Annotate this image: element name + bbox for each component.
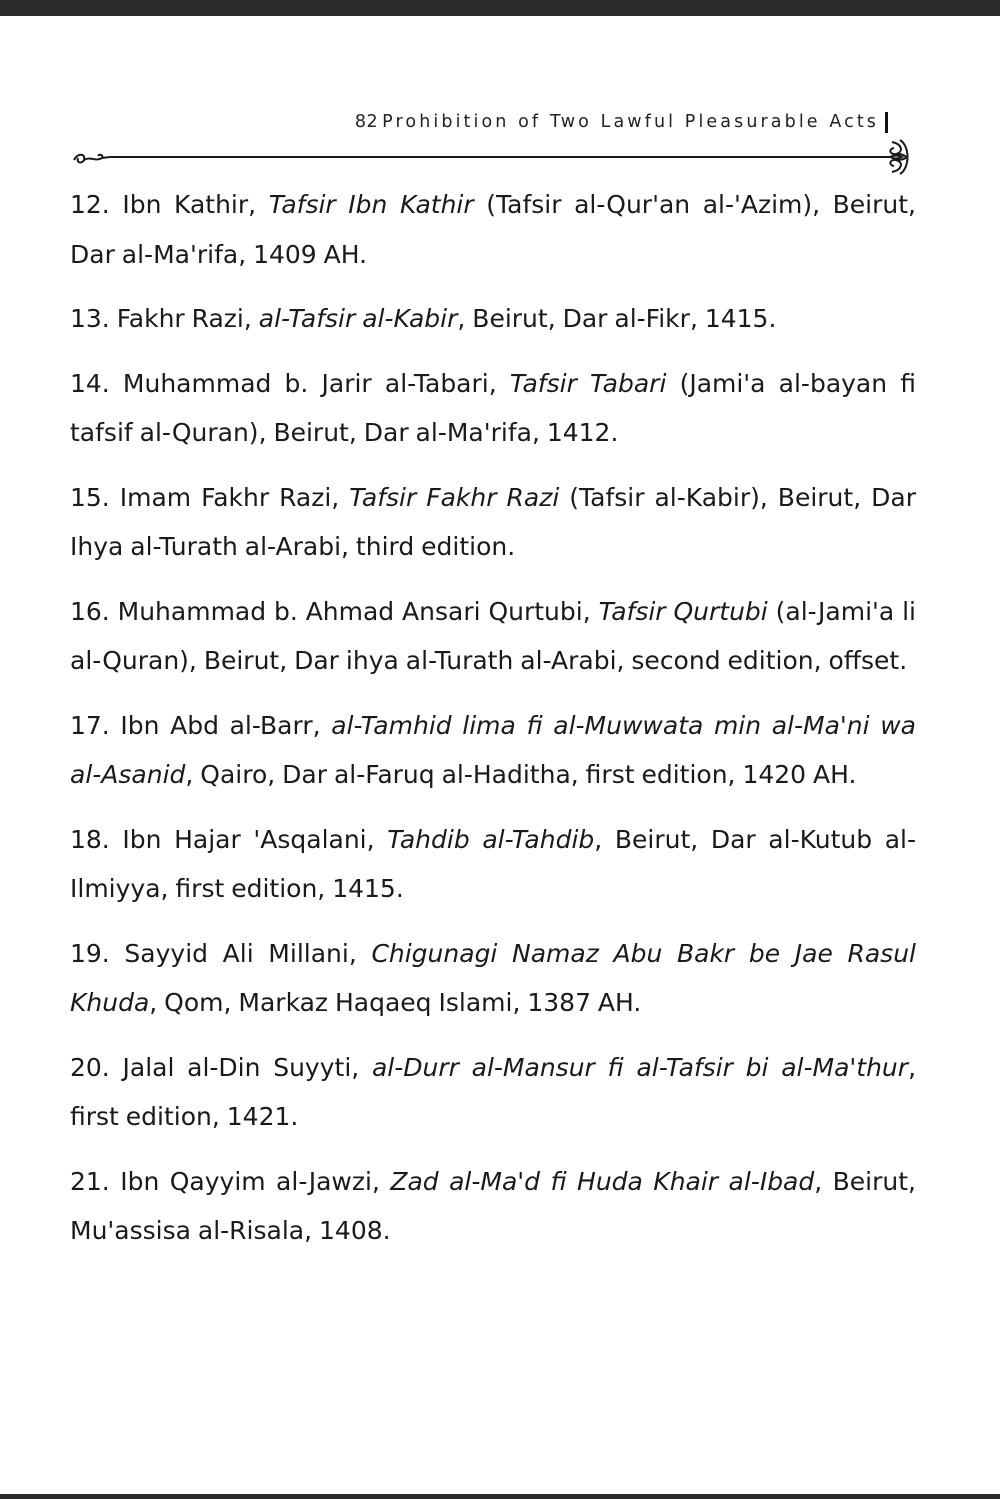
top-frame-bar xyxy=(0,0,1000,16)
ornamental-rule xyxy=(70,136,918,178)
reference-item: 20. Jalal al-Din Suyyti, al-Durr al-Mansur fi al-Tafsir bi al-Ma'thur, first edition, 1421. xyxy=(70,1052,917,1131)
running-title: Prohibition of Two Lawful Pleasurable Acts xyxy=(382,112,879,132)
reference-list xyxy=(70,180,916,1271)
reference-item: 12. Ibn Kathir, Tafsir Ibn Kathir (Tafsir al-Qur'an al-'Azim), Beirut, Dar al-Ma'rifa, 1409 AH. xyxy=(70,190,916,269)
bottom-frame-bar xyxy=(0,1494,1000,1499)
work-title: Zad al-Ma'd fi Huda Khair al-Ibad xyxy=(390,1166,815,1196)
work-title: Tafsir Qurtubi xyxy=(598,596,768,626)
work-title: Tafsir Fakhr Razi xyxy=(349,482,560,512)
reference-item: 21. Ibn Qayyim al-Jawzi, Zad al-Ma'd fi Huda Khair al-Ibad, Beirut, Mu'assisa al-Risala, 1408. xyxy=(70,1166,916,1245)
work-title: al-Tamhid lima fi al-Muwwata min al-Ma'ni wa al-Asanid xyxy=(70,710,916,789)
reference-item: 17. Ibn Abd al-Barr, al-Tamhid lima fi al-Muwwata min al-Ma'ni wa al-Asanid, Qairo, Dar al-Faruq al-Haditha, first edition, 1420 AH. xyxy=(70,710,916,789)
work-title: Chigunagi Namaz Abu Bakr be Jae Rasul Khuda xyxy=(70,938,916,1017)
work-title: Tafsir Ibn Kathir xyxy=(268,190,474,219)
reference-item: 19. Sayyid Ali Millani, Chigunagi Namaz Abu Bakr be Jae Rasul Khuda, Qom, Markaz Haqaeq Islami, 1387 AH. xyxy=(70,938,916,1017)
work-title: al-Durr al-Mansur fi al-Tafsir bi al-Ma'thur xyxy=(371,1052,909,1082)
right-flourish-icon xyxy=(882,140,908,174)
page-number: 82 xyxy=(354,112,379,132)
work-title: Tahdib al-Tahdib xyxy=(387,824,595,854)
reference-item: 15. Imam Fakhr Razi, Tafsir Fakhr Razi (Tafsir al-Kabir), Beirut, Dar Ihya al-Turath al-Arabi, third edition. xyxy=(70,482,916,561)
work-title: Tafsir Tabari xyxy=(509,368,667,398)
work-title: al-Tafsir al-Kabir xyxy=(258,304,458,333)
reference-item: 14. Muhammad b. Jarir al-Tabari, Tafsir Tabari (Jami'a al-bayan fi tafsif al-Quran), Beirut, Dar al-Ma'rifa, 1412. xyxy=(70,368,916,447)
running-header xyxy=(355,108,888,136)
reference-item: 13. Fakhr Razi, al-Tafsir al-Kabir, Beirut, Dar al-Fikr, 1415. xyxy=(70,304,777,333)
left-flourish-icon xyxy=(74,155,110,163)
reference-item: 16. Muhammad b. Ahmad Ansari Qurtubi, Tafsir Qurtubi (al-Jami'a li al-Quran), Beirut, Dar ihya al-Turath al-Arabi, second edition, offset. xyxy=(70,596,917,675)
header-bar-mark xyxy=(885,112,888,133)
reference-item: 18. Ibn Hajar 'Asqalani, Tahdib al-Tahdib, Beirut, Dar al-Kutub al-Ilmiyya, first edition, 1415. xyxy=(70,824,917,903)
